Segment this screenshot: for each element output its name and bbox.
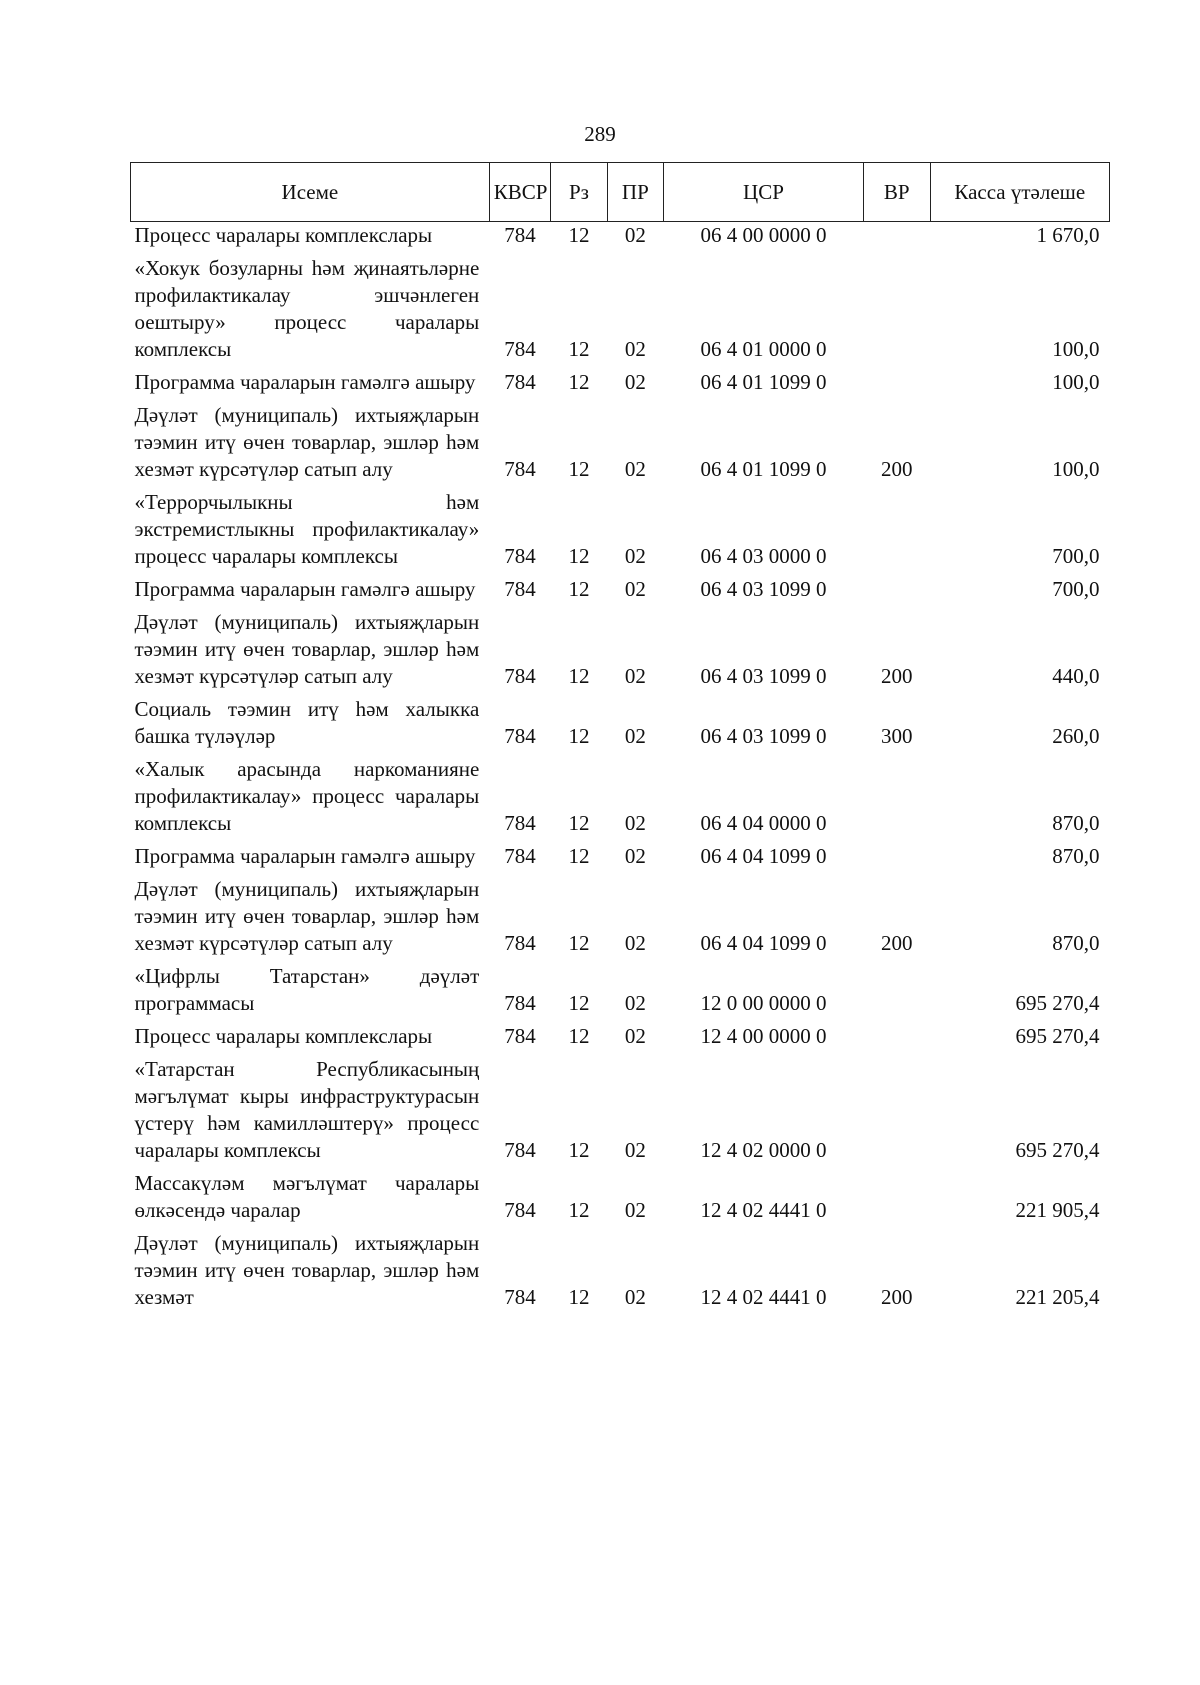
header-name: Исеме bbox=[131, 163, 490, 222]
cell-csr: 06 4 00 0000 0 bbox=[700, 223, 827, 247]
cell-vr bbox=[863, 963, 930, 1023]
cell-name: «Террорчылыкны һәм экстремистлыкны профилактикалау» процесс чаралары комплексы bbox=[134, 490, 480, 568]
table-row bbox=[131, 576, 1110, 609]
cell-name: «Цифрлы Татарстан» дәүләт программасы bbox=[134, 964, 480, 1015]
cell-sum: 100,0 bbox=[1052, 337, 1100, 361]
cell-csr: 12 0 00 0000 0 bbox=[700, 991, 827, 1015]
cell-pr: 02 bbox=[624, 1024, 646, 1048]
cell-csr: 06 4 03 1099 0 bbox=[700, 664, 827, 688]
cell-sum: 221 905,4 bbox=[1015, 1198, 1100, 1222]
cell-pr: 02 bbox=[624, 223, 646, 247]
cell-kvsr: 784 bbox=[504, 991, 536, 1015]
cell-name: Массакүләм мәгълүмат чаралары өлкәсендә чаралар bbox=[134, 1171, 480, 1222]
table-row bbox=[131, 963, 1110, 1023]
cell-kvsr: 784 bbox=[504, 457, 536, 481]
cell-sum: 695 270,4 bbox=[1015, 1024, 1100, 1048]
cell-name: Дәүләт (муниципаль) ихтыяҗларын тәэмин итү өчен товарлар, эшләр һәм хезмәт күрсәтүләр сатып алу bbox=[134, 877, 480, 955]
cell-rz: 12 bbox=[568, 1285, 590, 1309]
cell-sum: 440,0 bbox=[1052, 664, 1100, 688]
table-row bbox=[131, 1230, 1110, 1317]
cell-kvsr: 784 bbox=[504, 337, 536, 361]
cell-sum: 695 270,4 bbox=[1015, 991, 1100, 1015]
cell-pr: 02 bbox=[624, 844, 646, 868]
cell-csr: 06 4 04 1099 0 bbox=[700, 931, 827, 955]
cell-kvsr: 784 bbox=[504, 1138, 536, 1162]
cell-sum: 700,0 bbox=[1052, 544, 1100, 568]
cell-csr: 06 4 01 1099 0 bbox=[700, 457, 827, 481]
cell-rz: 12 bbox=[568, 1138, 590, 1162]
cell-name: Дәүләт (муниципаль) ихтыяҗларын тәэмин итү өчен товарлар, эшләр һәм хезмәт bbox=[134, 1231, 480, 1309]
cell-rz: 12 bbox=[568, 370, 590, 394]
cell-csr: 06 4 01 0000 0 bbox=[700, 337, 827, 361]
cell-pr: 02 bbox=[624, 544, 646, 568]
cell-name: Программа чараларын гамәлгә ашыру bbox=[134, 577, 476, 601]
cell-vr bbox=[863, 489, 930, 576]
cell-pr: 02 bbox=[624, 664, 646, 688]
cell-kvsr: 784 bbox=[504, 931, 536, 955]
cell-name: «Хокук бозуларны һәм җинаятьләрне профилактикалау эшчәнлеген оештыру» процесс чаралары комплексы bbox=[134, 256, 480, 361]
cell-kvsr: 784 bbox=[504, 811, 536, 835]
cell-name: Социаль тәэмин итү һәм халыкка башка түләүләр bbox=[134, 697, 480, 748]
cell-sum: 870,0 bbox=[1052, 811, 1100, 835]
cell-sum: 1 670,0 bbox=[1036, 223, 1100, 247]
table-row bbox=[131, 222, 1110, 256]
cell-rz: 12 bbox=[568, 457, 590, 481]
cell-vr bbox=[863, 255, 930, 369]
cell-vr: 200 bbox=[880, 664, 913, 688]
table-row bbox=[131, 1170, 1110, 1230]
table-row bbox=[131, 1023, 1110, 1056]
table-row bbox=[131, 1056, 1110, 1170]
table-row bbox=[131, 489, 1110, 576]
cell-sum: 100,0 bbox=[1052, 370, 1100, 394]
table-body bbox=[131, 222, 1110, 1318]
table-row bbox=[131, 876, 1110, 963]
cell-vr bbox=[863, 222, 930, 256]
table-header bbox=[131, 163, 1110, 222]
cell-kvsr: 784 bbox=[504, 223, 536, 247]
cell-kvsr: 784 bbox=[504, 577, 536, 601]
cell-pr: 02 bbox=[624, 337, 646, 361]
cell-kvsr: 784 bbox=[504, 844, 536, 868]
cell-name: Программа чараларын гамәлгә ашыру bbox=[134, 844, 476, 868]
cell-rz: 12 bbox=[568, 544, 590, 568]
table-row bbox=[131, 369, 1110, 402]
cell-rz: 12 bbox=[568, 724, 590, 748]
cell-rz: 12 bbox=[568, 664, 590, 688]
budget-table bbox=[130, 162, 1110, 1317]
cell-vr: 200 bbox=[880, 1285, 913, 1309]
cell-vr bbox=[863, 1023, 930, 1056]
cell-vr bbox=[863, 843, 930, 876]
header-pr: ПР bbox=[607, 163, 663, 222]
cell-csr: 06 4 03 1099 0 bbox=[700, 724, 827, 748]
table-row bbox=[131, 756, 1110, 843]
cell-csr: 06 4 01 1099 0 bbox=[700, 370, 827, 394]
header-rz: Рз bbox=[551, 163, 607, 222]
cell-vr bbox=[863, 756, 930, 843]
cell-name: Дәүләт (муниципаль) ихтыяҗларын тәэмин итү өчен товарлар, эшләр һәм хезмәт күрсәтүләр сатып алу bbox=[134, 610, 480, 688]
cell-kvsr: 784 bbox=[504, 664, 536, 688]
cell-sum: 100,0 bbox=[1052, 457, 1100, 481]
header-csr: ЦСР bbox=[664, 163, 864, 222]
cell-vr: 200 bbox=[880, 931, 913, 955]
header-vr: ВР bbox=[863, 163, 930, 222]
cell-pr: 02 bbox=[624, 811, 646, 835]
header-kvsr: КВСР bbox=[489, 163, 551, 222]
cell-rz: 12 bbox=[568, 337, 590, 361]
cell-sum: 870,0 bbox=[1052, 844, 1100, 868]
cell-pr: 02 bbox=[624, 577, 646, 601]
cell-pr: 02 bbox=[624, 1198, 646, 1222]
cell-rz: 12 bbox=[568, 811, 590, 835]
table-row bbox=[131, 255, 1110, 369]
table-row bbox=[131, 696, 1110, 756]
page-number: 289 bbox=[584, 122, 616, 146]
cell-vr bbox=[863, 369, 930, 402]
cell-name: «Халык арасында наркоманияне профилактикалау» процесс чаралары комплексы bbox=[134, 757, 480, 835]
cell-csr: 12 4 02 4441 0 bbox=[700, 1285, 827, 1309]
cell-kvsr: 784 bbox=[504, 1285, 536, 1309]
cell-name: «Татарстан Республикасының мәгълүмат кыры инфраструктурасын үстерү һәм камилләштерү» процесс чаралары комплексы bbox=[134, 1057, 480, 1162]
cell-kvsr: 784 bbox=[504, 370, 536, 394]
cell-rz: 12 bbox=[568, 223, 590, 247]
cell-rz: 12 bbox=[568, 991, 590, 1015]
cell-kvsr: 784 bbox=[504, 544, 536, 568]
cell-csr: 12 4 00 0000 0 bbox=[700, 1024, 827, 1048]
cell-name: Процесс чаралары комплекслары bbox=[134, 223, 433, 247]
cell-vr bbox=[863, 576, 930, 609]
cell-pr: 02 bbox=[624, 370, 646, 394]
cell-sum: 260,0 bbox=[1052, 724, 1100, 748]
cell-csr: 12 4 02 4441 0 bbox=[700, 1198, 827, 1222]
cell-csr: 06 4 04 0000 0 bbox=[700, 811, 827, 835]
cell-pr: 02 bbox=[624, 991, 646, 1015]
cell-pr: 02 bbox=[624, 931, 646, 955]
cell-sum: 221 205,4 bbox=[1015, 1285, 1100, 1309]
table-row bbox=[131, 609, 1110, 696]
cell-pr: 02 bbox=[624, 457, 646, 481]
cell-sum: 700,0 bbox=[1052, 577, 1100, 601]
cell-vr bbox=[863, 1056, 930, 1170]
cell-rz: 12 bbox=[568, 1198, 590, 1222]
table-row bbox=[131, 402, 1110, 489]
cell-vr bbox=[863, 1170, 930, 1230]
cell-csr: 12 4 02 0000 0 bbox=[700, 1138, 827, 1162]
cell-kvsr: 784 bbox=[504, 1198, 536, 1222]
cell-vr: 300 bbox=[880, 724, 913, 748]
cell-csr: 06 4 03 0000 0 bbox=[700, 544, 827, 568]
header-sum: Касса үтәлеше bbox=[930, 163, 1109, 222]
cell-name: Дәүләт (муниципаль) ихтыяҗларын тәэмин итү өчен товарлар, эшләр һәм хезмәт күрсәтүләр сатып алу bbox=[134, 403, 480, 481]
cell-csr: 06 4 03 1099 0 bbox=[700, 577, 827, 601]
cell-vr: 200 bbox=[880, 457, 913, 481]
cell-name: Программа чараларын гамәлгә ашыру bbox=[134, 370, 476, 394]
cell-kvsr: 784 bbox=[504, 724, 536, 748]
cell-kvsr: 784 bbox=[504, 1024, 536, 1048]
cell-rz: 12 bbox=[568, 931, 590, 955]
cell-csr: 06 4 04 1099 0 bbox=[700, 844, 827, 868]
cell-sum: 695 270,4 bbox=[1015, 1138, 1100, 1162]
cell-name: Процесс чаралары комплекслары bbox=[134, 1024, 433, 1048]
cell-rz: 12 bbox=[568, 1024, 590, 1048]
cell-rz: 12 bbox=[568, 577, 590, 601]
cell-rz: 12 bbox=[568, 844, 590, 868]
cell-pr: 02 bbox=[624, 724, 646, 748]
cell-sum: 870,0 bbox=[1052, 931, 1100, 955]
cell-pr: 02 bbox=[624, 1138, 646, 1162]
cell-pr: 02 bbox=[624, 1285, 646, 1309]
table-row bbox=[131, 843, 1110, 876]
